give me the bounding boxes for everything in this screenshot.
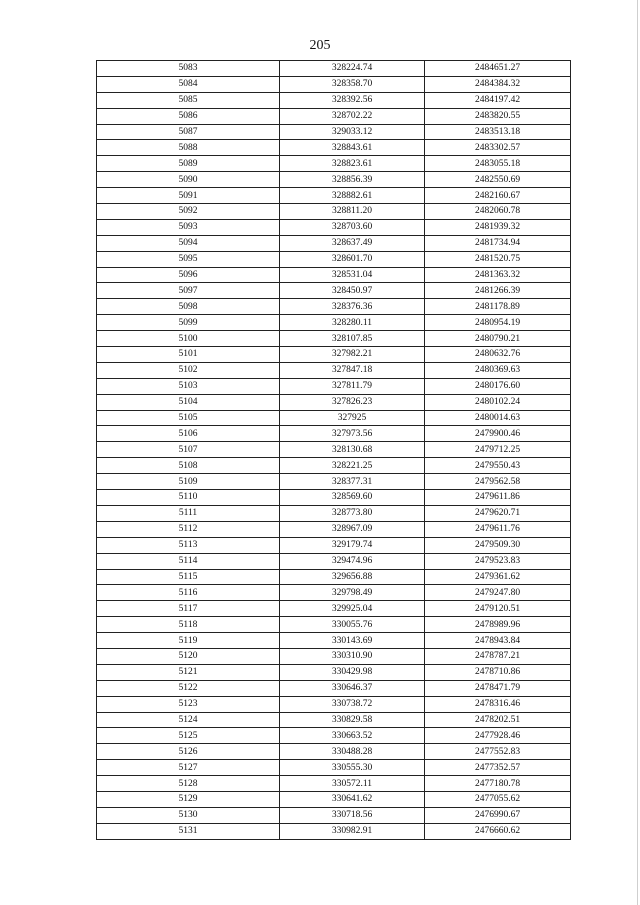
point-id-cell: 5099 [97,315,280,331]
y-coordinate-cell: 2481734.94 [425,235,571,251]
point-id-cell: 5093 [97,219,280,235]
table-row [97,791,571,807]
table-row [97,394,571,410]
x-coordinate-cell: 328823.61 [280,156,425,172]
point-id-cell: 5108 [97,458,280,474]
table-row [97,776,571,792]
point-id-cell: 5105 [97,410,280,426]
x-coordinate-cell: 330555.30 [280,760,425,776]
table-row [97,744,571,760]
point-id-cell: 5115 [97,569,280,585]
table-row [97,172,571,188]
x-coordinate-cell: 329179.74 [280,537,425,553]
y-coordinate-cell: 2481178.89 [425,299,571,315]
point-id-cell: 5129 [97,791,280,807]
table-row [97,362,571,378]
x-coordinate-cell: 330429.98 [280,664,425,680]
y-coordinate-cell: 2477180.78 [425,776,571,792]
table-row [97,235,571,251]
point-id-cell: 5091 [97,188,280,204]
y-coordinate-cell: 2483055.18 [425,156,571,172]
y-coordinate-cell: 2483820.55 [425,108,571,124]
x-coordinate-cell: 328224.74 [280,61,425,77]
point-id-cell: 5092 [97,204,280,220]
x-coordinate-cell: 330982.91 [280,823,425,839]
table-row [97,474,571,490]
x-coordinate-cell: 328882.61 [280,188,425,204]
point-id-cell: 5111 [97,505,280,521]
table-row [97,807,571,823]
point-id-cell: 5123 [97,696,280,712]
point-id-cell: 5116 [97,585,280,601]
table-row [97,458,571,474]
y-coordinate-cell: 2482160.67 [425,188,571,204]
table-row [97,728,571,744]
y-coordinate-cell: 2481939.32 [425,219,571,235]
point-id-cell: 5126 [97,744,280,760]
table-row [97,633,571,649]
table-row [97,347,571,363]
y-coordinate-cell: 2479620.71 [425,505,571,521]
point-id-cell: 5103 [97,378,280,394]
x-coordinate-cell: 330143.69 [280,633,425,649]
table-row [97,426,571,442]
point-id-cell: 5089 [97,156,280,172]
y-coordinate-cell: 2483513.18 [425,124,571,140]
point-id-cell: 5098 [97,299,280,315]
point-id-cell: 5131 [97,823,280,839]
x-coordinate-cell: 327826.23 [280,394,425,410]
x-coordinate-cell: 330572.11 [280,776,425,792]
page-number: 205 [309,38,331,53]
table-row [97,490,571,506]
y-coordinate-cell: 2480790.21 [425,331,571,347]
table-row [97,251,571,267]
point-id-cell: 5087 [97,124,280,140]
point-id-cell: 5114 [97,553,280,569]
y-coordinate-cell: 2479562.58 [425,474,571,490]
x-coordinate-cell: 329474.96 [280,553,425,569]
x-coordinate-cell: 328221.25 [280,458,425,474]
x-coordinate-cell: 327973.56 [280,426,425,442]
y-coordinate-cell: 2479611.76 [425,521,571,537]
point-id-cell: 5109 [97,474,280,490]
table-row [97,601,571,617]
point-id-cell: 5096 [97,267,280,283]
y-coordinate-cell: 2483302.57 [425,140,571,156]
table-row [97,680,571,696]
table-row [97,712,571,728]
table-row [97,267,571,283]
y-coordinate-cell: 2479712.25 [425,442,571,458]
table-row [97,585,571,601]
y-coordinate-cell: 2478943.84 [425,633,571,649]
y-coordinate-cell: 2480632.76 [425,347,571,363]
point-id-cell: 5113 [97,537,280,553]
x-coordinate-cell: 329656.88 [280,569,425,585]
x-coordinate-cell: 327811.79 [280,378,425,394]
x-coordinate-cell: 328773.80 [280,505,425,521]
point-id-cell: 5112 [97,521,280,537]
table-row [97,92,571,108]
y-coordinate-cell: 2479361.62 [425,569,571,585]
y-coordinate-cell: 2484651.27 [425,61,571,77]
x-coordinate-cell: 330738.72 [280,696,425,712]
table-row [97,760,571,776]
x-coordinate-cell: 328637.49 [280,235,425,251]
point-id-cell: 5118 [97,617,280,633]
y-coordinate-cell: 2479247.80 [425,585,571,601]
table-row [97,569,571,585]
y-coordinate-cell: 2481363.32 [425,267,571,283]
coordinate-table [96,60,571,840]
point-id-cell: 5106 [97,426,280,442]
table-row [97,140,571,156]
table-row [97,505,571,521]
page-edge [637,0,638,905]
point-id-cell: 5110 [97,490,280,506]
x-coordinate-cell: 329033.12 [280,124,425,140]
table-row [97,648,571,664]
y-coordinate-cell: 2476990.67 [425,807,571,823]
table-row [97,378,571,394]
y-coordinate-cell: 2479120.51 [425,601,571,617]
point-id-cell: 5097 [97,283,280,299]
table-row [97,219,571,235]
point-id-cell: 5102 [97,362,280,378]
point-id-cell: 5085 [97,92,280,108]
coordinate-table-body [97,61,571,840]
table-row [97,823,571,839]
x-coordinate-cell: 329925.04 [280,601,425,617]
y-coordinate-cell: 2482060.78 [425,204,571,220]
point-id-cell: 5104 [97,394,280,410]
table-row [97,664,571,680]
x-coordinate-cell: 328843.61 [280,140,425,156]
point-id-cell: 5120 [97,648,280,664]
point-id-cell: 5094 [97,235,280,251]
y-coordinate-cell: 2476660.62 [425,823,571,839]
table-row [97,315,571,331]
point-id-cell: 5124 [97,712,280,728]
y-coordinate-cell: 2477055.62 [425,791,571,807]
y-coordinate-cell: 2479900.46 [425,426,571,442]
point-id-cell: 5090 [97,172,280,188]
x-coordinate-cell: 328601.70 [280,251,425,267]
x-coordinate-cell: 328377.31 [280,474,425,490]
table-row [97,537,571,553]
table-row [97,204,571,220]
table-row [97,521,571,537]
point-id-cell: 5130 [97,807,280,823]
x-coordinate-cell: 328376.36 [280,299,425,315]
x-coordinate-cell: 328703.60 [280,219,425,235]
x-coordinate-cell: 328130.68 [280,442,425,458]
y-coordinate-cell: 2478202.51 [425,712,571,728]
y-coordinate-cell: 2484197.42 [425,92,571,108]
table-row [97,331,571,347]
point-id-cell: 5088 [97,140,280,156]
y-coordinate-cell: 2481520.75 [425,251,571,267]
x-coordinate-cell: 330829.58 [280,712,425,728]
y-coordinate-cell: 2479509.30 [425,537,571,553]
x-coordinate-cell: 328280.11 [280,315,425,331]
table-row [97,553,571,569]
y-coordinate-cell: 2480369.63 [425,362,571,378]
point-id-cell: 5095 [97,251,280,267]
y-coordinate-cell: 2479550.43 [425,458,571,474]
x-coordinate-cell: 328811.20 [280,204,425,220]
x-coordinate-cell: 328358.70 [280,76,425,92]
table-row [97,442,571,458]
x-coordinate-cell: 330646.37 [280,680,425,696]
point-id-cell: 5117 [97,601,280,617]
table-row [97,61,571,77]
table-row [97,617,571,633]
y-coordinate-cell: 2477352.57 [425,760,571,776]
y-coordinate-cell: 2482550.69 [425,172,571,188]
point-id-cell: 5100 [97,331,280,347]
y-coordinate-cell: 2480014.63 [425,410,571,426]
table-row [97,108,571,124]
x-coordinate-cell: 330055.76 [280,617,425,633]
y-coordinate-cell: 2478316.46 [425,696,571,712]
y-coordinate-cell: 2478710.86 [425,664,571,680]
x-coordinate-cell: 328450.97 [280,283,425,299]
y-coordinate-cell: 2477928.46 [425,728,571,744]
x-coordinate-cell: 329798.49 [280,585,425,601]
table-row [97,156,571,172]
y-coordinate-cell: 2479523.83 [425,553,571,569]
y-coordinate-cell: 2477552.83 [425,744,571,760]
point-id-cell: 5119 [97,633,280,649]
y-coordinate-cell: 2479611.86 [425,490,571,506]
y-coordinate-cell: 2484384.32 [425,76,571,92]
point-id-cell: 5128 [97,776,280,792]
x-coordinate-cell: 330663.52 [280,728,425,744]
table-row [97,76,571,92]
point-id-cell: 5122 [97,680,280,696]
x-coordinate-cell: 330488.28 [280,744,425,760]
table-row [97,283,571,299]
x-coordinate-cell: 328967.09 [280,521,425,537]
table-row [97,410,571,426]
point-id-cell: 5101 [97,347,280,363]
point-id-cell: 5121 [97,664,280,680]
x-coordinate-cell: 328569.60 [280,490,425,506]
y-coordinate-cell: 2478787.21 [425,648,571,664]
y-coordinate-cell: 2481266.39 [425,283,571,299]
point-id-cell: 5083 [97,61,280,77]
y-coordinate-cell: 2480176.60 [425,378,571,394]
y-coordinate-cell: 2480954.19 [425,315,571,331]
x-coordinate-cell: 328856.39 [280,172,425,188]
y-coordinate-cell: 2478471.79 [425,680,571,696]
x-coordinate-cell: 327847.18 [280,362,425,378]
table-row [97,188,571,204]
x-coordinate-cell: 327982.21 [280,347,425,363]
point-id-cell: 5084 [97,76,280,92]
x-coordinate-cell: 328531.04 [280,267,425,283]
point-id-cell: 5107 [97,442,280,458]
table-row [97,299,571,315]
y-coordinate-cell: 2478989.96 [425,617,571,633]
x-coordinate-cell: 330718.56 [280,807,425,823]
x-coordinate-cell: 330641.62 [280,791,425,807]
x-coordinate-cell: 328392.56 [280,92,425,108]
x-coordinate-cell: 328107.85 [280,331,425,347]
point-id-cell: 5127 [97,760,280,776]
point-id-cell: 5125 [97,728,280,744]
table-row [97,124,571,140]
point-id-cell: 5086 [97,108,280,124]
y-coordinate-cell: 2480102.24 [425,394,571,410]
x-coordinate-cell: 327925 [280,410,425,426]
x-coordinate-cell: 330310.90 [280,648,425,664]
x-coordinate-cell: 328702.22 [280,108,425,124]
table-row [97,696,571,712]
